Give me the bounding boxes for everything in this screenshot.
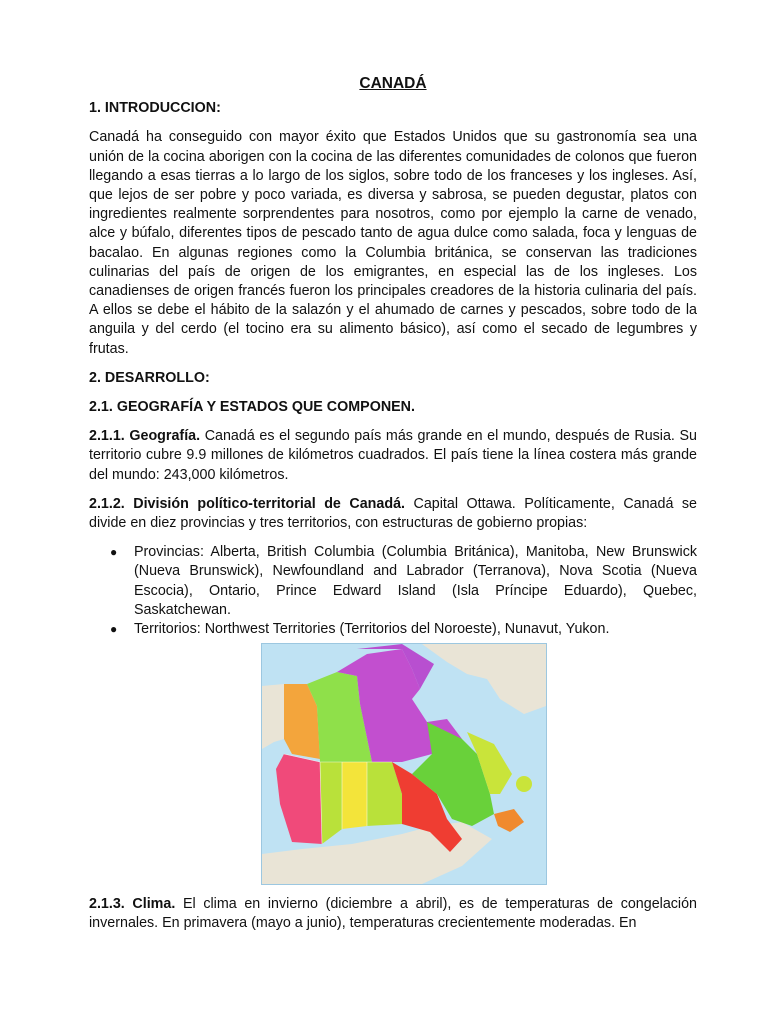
division-paragraph: [89, 495, 697, 533]
document-body: [89, 74, 697, 944]
list-item: [89, 620, 697, 639]
climate-label: 2.1.3. Clima.: [89, 896, 176, 913]
development-heading: 2. DESARROLLO:: [89, 369, 210, 386]
bullet-icon: ●: [110, 545, 118, 560]
intro-heading: 1. INTRODUCCION:: [89, 100, 221, 117]
division-label: 2.1.2. División político-territorial de Canadá.: [89, 495, 405, 512]
geography-section-heading: 2.1. GEOGRAFÍA Y ESTADOS QUE COMPONEN.: [89, 399, 415, 416]
intro-paragraph: Canadá ha conseguido con mayor éxito que Estados Unidos que su gastronomía sea una unión de la cocina aborigen con la cocina de las diferentes comunidades de colonos que fueron llegando a esas tierras a lo largo de los siglos, sobre todo de los franceses y los ingleses. Así, que lejos de ser pobre y poco variada, es diversa y sabrosa, se pueden degustar, platos con ingredientes realmente sorprendentes para nosotros, como por ejemplo la carne de venado, alce y búfalo, diferentes tipos de pescado tanto de agua dulce como salada, foca y lenguas de bacalao. En algunas regiones como la Columbia británica, se conservan las tradiciones culinarias del país de origen de los emigrantes, en especial las de los ingleses. Los canadienses de origen francés fueron los principales creadores de la historia culinaria del país. A ellos se debe el hábito de la salazón y el ahumado de carnes y pescados, sobre todo de la anguila y del cerdo (el tocino era su alimento básico), así como el secado de legumbres y frutas.: [89, 129, 697, 357]
saskatchewan-shape: [342, 762, 367, 829]
canada-map-image: [262, 644, 546, 884]
alaska-shape: [262, 684, 284, 749]
provinces-list: [89, 543, 697, 639]
list-item-text: Provincias: Alberta, British Columbia (Columbia Británica), Manitoba, New Brunswick (Nueva Brunswick), Newfoundland and Labrador (Terranova), Nova Scotia (Nueva Escocia), Ontario, Prince Edward Island (Isla Príncipe Eduardo), Quebec, Saskatchewan.: [134, 544, 697, 618]
climate-text: El clima en invierno (diciembre a abril), es de temperaturas de congelación invernales. En primavera (mayo a junio), temperaturas crecientemente moderadas. En: [89, 896, 697, 932]
division-text: Capital Ottawa. Políticamente, Canadá se divide en diez provincias y tres territorios, con estructuras de gobierno propias:: [89, 495, 697, 532]
geography-paragraph: [89, 427, 697, 485]
list-item: [89, 543, 697, 620]
geography-text: Canadá es el segundo país más grande en el mundo, después de Rusia. Su territorio cubre 9.9 millones de kilómetros cuadrados. El país tiene la línea costera más grande del mundo: 243,000 kilómetros.: [89, 428, 697, 483]
climate-paragraph: [89, 895, 697, 933]
list-item-text: Territorios: Northwest Territories (Territorios del Noroeste), Nunavut, Yukon.: [134, 621, 610, 638]
geography-label: 2.1.1. Geografía.: [89, 428, 201, 445]
bullet-icon: ●: [110, 622, 118, 637]
document-title: CANADÁ: [359, 75, 427, 92]
canada-map: [261, 643, 547, 885]
newfoundland-island-shape: [516, 776, 532, 792]
